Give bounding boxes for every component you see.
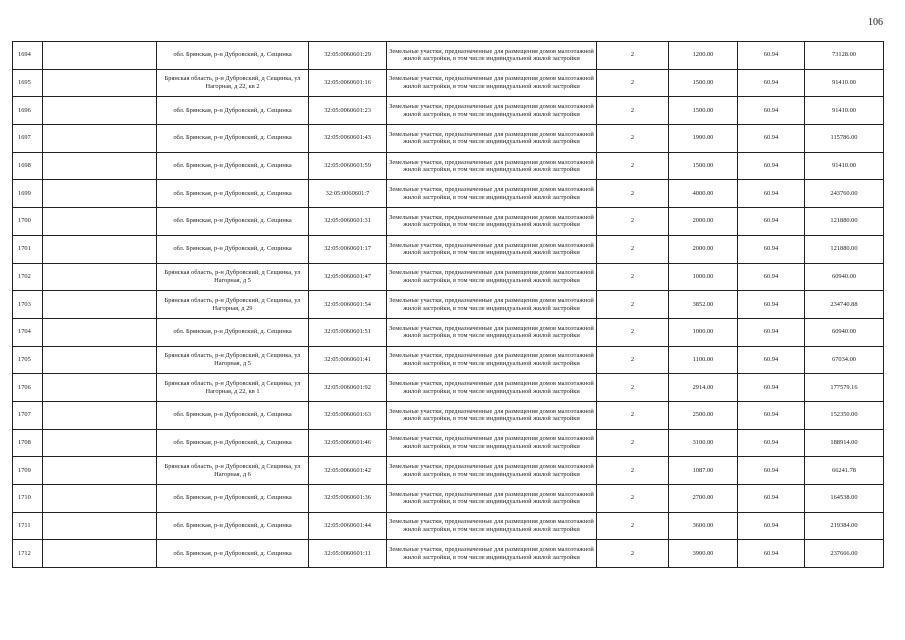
land-use-cell: Земельные участки, предназначенные для размещения домов малоэтажной жилой застройки, в том числе индивидуальной жилой застройки (387, 512, 597, 540)
empty-cell (43, 429, 157, 457)
area-cell: 1087.00 (669, 457, 738, 485)
table-row (13, 485, 884, 513)
empty-cell (43, 291, 157, 319)
category-cell: 2 (597, 180, 669, 208)
rate-cell: 60.94 (738, 125, 805, 153)
area-cell: 2700.00 (669, 485, 738, 513)
category-cell: 2 (597, 125, 669, 153)
empty-cell (43, 401, 157, 429)
cadastral-number-cell: 32:05:0060601:31 (309, 208, 387, 236)
cadastral-number-cell: 32:05:0060601:43 (309, 125, 387, 153)
cadastral-number-cell: 32:05:0060601:23 (309, 97, 387, 125)
table-row (13, 125, 884, 153)
land-use-cell: Земельные участки, предназначенные для размещения домов малоэтажной жилой застройки, в том числе индивидуальной жилой застройки (387, 429, 597, 457)
rate-cell: 60.94 (738, 152, 805, 180)
address-cell: обл. Брянская, р-н Дубровский, д. Сещинка (157, 540, 309, 568)
address-cell: обл. Брянская, р-н Дубровский, д. Сещинка (157, 318, 309, 346)
area-cell: 3852.00 (669, 291, 738, 319)
rate-cell: 60.94 (738, 235, 805, 263)
rate-cell: 60.94 (738, 485, 805, 513)
cadastral-number-cell: 32:05:0060601:17 (309, 235, 387, 263)
rate-cell: 60.94 (738, 346, 805, 374)
cadastral-number-cell: 32:05:0060601:42 (309, 457, 387, 485)
row-number-cell: 1699 (13, 180, 43, 208)
address-cell: обл. Брянская, р-н Дубровский, д. Сещинка (157, 125, 309, 153)
land-use-cell: Земельные участки, предназначенные для размещения домов малоэтажной жилой застройки, в том числе индивидуальной жилой застройки (387, 540, 597, 568)
category-cell: 2 (597, 540, 669, 568)
rate-cell: 60.94 (738, 512, 805, 540)
area-cell: 2914.00 (669, 374, 738, 402)
empty-cell (43, 208, 157, 236)
category-cell: 2 (597, 512, 669, 540)
empty-cell (43, 485, 157, 513)
address-cell: Брянская область, р-н Дубровский, д Сещинка, ул Нагорная, д 22, кв 2 (157, 69, 309, 97)
cadastral-number-cell: 32:05:0060601:16 (309, 69, 387, 97)
table-row (13, 152, 884, 180)
table-row (13, 97, 884, 125)
land-use-cell: Земельные участки, предназначенные для размещения домов малоэтажной жилой застройки, в том числе индивидуальной жилой застройки (387, 208, 597, 236)
cadastral-value-cell: 188914.00 (805, 429, 884, 457)
empty-cell (43, 152, 157, 180)
cadastral-value-cell: 91410.00 (805, 97, 884, 125)
category-cell: 2 (597, 263, 669, 291)
rate-cell: 60.94 (738, 291, 805, 319)
land-use-cell: Земельные участки, предназначенные для размещения домов малоэтажной жилой застройки, в том числе индивидуальной жилой застройки (387, 318, 597, 346)
empty-cell (43, 42, 157, 70)
table-row (13, 235, 884, 263)
empty-cell (43, 374, 157, 402)
address-cell: обл. Брянская, р-н Дубровский, д. Сещинка (157, 152, 309, 180)
table-row (13, 401, 884, 429)
rate-cell: 60.94 (738, 263, 805, 291)
cadastral-value-cell: 121880.00 (805, 235, 884, 263)
category-cell: 2 (597, 401, 669, 429)
table-row (13, 180, 884, 208)
cadastral-number-cell: 32:05:0060601:29 (309, 42, 387, 70)
row-number-cell: 1700 (13, 208, 43, 236)
category-cell: 2 (597, 152, 669, 180)
land-use-cell: Земельные участки, предназначенные для размещения домов малоэтажной жилой застройки, в том числе индивидуальной жилой застройки (387, 69, 597, 97)
area-cell: 4000.00 (669, 180, 738, 208)
cadastral-value-cell: 152350.00 (805, 401, 884, 429)
cadastral-value-cell: 60940.00 (805, 318, 884, 346)
cadastral-value-cell: 234740.88 (805, 291, 884, 319)
table-row (13, 512, 884, 540)
cadastral-value-cell: 67034.00 (805, 346, 884, 374)
rate-cell: 60.94 (738, 429, 805, 457)
cadastral-number-cell: 32:05:0060601:51 (309, 318, 387, 346)
land-plots-table (12, 41, 884, 568)
rate-cell: 60.94 (738, 374, 805, 402)
address-cell: обл. Брянская, р-н Дубровский, д. Сещинка (157, 429, 309, 457)
address-cell: Брянская область, р-н Дубровский, д Сещинка, ул Нагорная, д 29 (157, 291, 309, 319)
table-row (13, 429, 884, 457)
cadastral-value-cell: 219384.00 (805, 512, 884, 540)
land-use-cell: Земельные участки, предназначенные для размещения домов малоэтажной жилой застройки, в том числе индивидуальной жилой застройки (387, 263, 597, 291)
cadastral-value-cell: 73128.00 (805, 42, 884, 70)
cadastral-number-cell: 32:05:0060601:63 (309, 401, 387, 429)
area-cell: 1200.00 (669, 42, 738, 70)
rate-cell: 60.94 (738, 401, 805, 429)
table-row (13, 346, 884, 374)
land-use-cell: Земельные участки, предназначенные для размещения домов малоэтажной жилой застройки, в том числе индивидуальной жилой застройки (387, 42, 597, 70)
category-cell: 2 (597, 374, 669, 402)
cadastral-value-cell: 91410.00 (805, 152, 884, 180)
rate-cell: 60.94 (738, 318, 805, 346)
cadastral-number-cell: 32:05:0060601:47 (309, 263, 387, 291)
cadastral-number-cell: 32:05:0060601:44 (309, 512, 387, 540)
land-use-cell: Земельные участки, предназначенные для размещения домов малоэтажной жилой застройки, в том числе индивидуальной жилой застройки (387, 152, 597, 180)
address-cell: обл. Брянская, р-н Дубровский, д. Сещинка (157, 208, 309, 236)
rate-cell: 60.94 (738, 457, 805, 485)
row-number-cell: 1703 (13, 291, 43, 319)
row-number-cell: 1711 (13, 512, 43, 540)
table-row (13, 69, 884, 97)
rate-cell: 60.94 (738, 42, 805, 70)
cadastral-value-cell: 60940.00 (805, 263, 884, 291)
cadastral-value-cell: 164538.00 (805, 485, 884, 513)
address-cell: обл. Брянская, р-н Дубровский, д. Сещинка (157, 97, 309, 125)
row-number-cell: 1698 (13, 152, 43, 180)
empty-cell (43, 457, 157, 485)
address-cell: Брянская область, р-н Дубровский, д Сещинка, ул Нагорная, д 5 (157, 263, 309, 291)
area-cell: 3100.00 (669, 429, 738, 457)
table-row (13, 42, 884, 70)
area-cell: 1500.00 (669, 152, 738, 180)
category-cell: 2 (597, 429, 669, 457)
cadastral-number-cell: 32:05:0060601:46 (309, 429, 387, 457)
table-row (13, 318, 884, 346)
cadastral-value-cell: 237666.00 (805, 540, 884, 568)
area-cell: 2500.00 (669, 401, 738, 429)
area-cell: 1900.00 (669, 125, 738, 153)
land-use-cell: Земельные участки, предназначенные для размещения домов малоэтажной жилой застройки, в том числе индивидуальной жилой застройки (387, 291, 597, 319)
table-row (13, 457, 884, 485)
table-row (13, 208, 884, 236)
cadastral-number-cell: 32:05:0060601:59 (309, 152, 387, 180)
empty-cell (43, 69, 157, 97)
land-use-cell: Земельные участки, предназначенные для размещения домов малоэтажной жилой застройки, в том числе индивидуальной жилой застройки (387, 125, 597, 153)
empty-cell (43, 346, 157, 374)
empty-cell (43, 263, 157, 291)
row-number-cell: 1708 (13, 429, 43, 457)
empty-cell (43, 318, 157, 346)
category-cell: 2 (597, 208, 669, 236)
area-cell: 2000.00 (669, 235, 738, 263)
category-cell: 2 (597, 69, 669, 97)
empty-cell (43, 540, 157, 568)
rate-cell: 60.94 (738, 540, 805, 568)
area-cell: 3900.00 (669, 540, 738, 568)
area-cell: 1000.00 (669, 263, 738, 291)
row-number-cell: 1701 (13, 235, 43, 263)
address-cell: Брянская область, р-н Дубровский, д Сещинка, ул Нагорная, д 22, кв 1 (157, 374, 309, 402)
cadastral-number-cell: 32:05:0060601:36 (309, 485, 387, 513)
cadastral-value-cell: 121880.00 (805, 208, 884, 236)
cadastral-value-cell: 115786.00 (805, 125, 884, 153)
empty-cell (43, 97, 157, 125)
cadastral-value-cell: 66241.78 (805, 457, 884, 485)
category-cell: 2 (597, 457, 669, 485)
page-number: 106 (868, 17, 883, 28)
table-row (13, 540, 884, 568)
area-cell: 3600.00 (669, 512, 738, 540)
cadastral-value-cell: 91410.00 (805, 69, 884, 97)
row-number-cell: 1706 (13, 374, 43, 402)
empty-cell (43, 512, 157, 540)
cadastral-number-cell: 32:05:0060601:41 (309, 346, 387, 374)
category-cell: 2 (597, 291, 669, 319)
category-cell: 2 (597, 42, 669, 70)
land-use-cell: Земельные участки, предназначенные для размещения домов малоэтажной жилой застройки, в том числе индивидуальной жилой застройки (387, 180, 597, 208)
table-row (13, 374, 884, 402)
row-number-cell: 1707 (13, 401, 43, 429)
address-cell: обл. Брянская, р-н Дубровский, д. Сещинка (157, 42, 309, 70)
area-cell: 1500.00 (669, 97, 738, 125)
row-number-cell: 1696 (13, 97, 43, 125)
cadastral-number-cell: 32:05:0060601:92 (309, 374, 387, 402)
category-cell: 2 (597, 97, 669, 125)
category-cell: 2 (597, 235, 669, 263)
row-number-cell: 1695 (13, 69, 43, 97)
land-use-cell: Земельные участки, предназначенные для размещения домов малоэтажной жилой застройки, в том числе индивидуальной жилой застройки (387, 346, 597, 374)
rate-cell: 60.94 (738, 97, 805, 125)
address-cell: обл. Брянская, р-н Дубровский, д. Сещинка (157, 512, 309, 540)
land-use-cell: Земельные участки, предназначенные для размещения домов малоэтажной жилой застройки, в том числе индивидуальной жилой застройки (387, 485, 597, 513)
area-cell: 1100.00 (669, 346, 738, 374)
row-number-cell: 1694 (13, 42, 43, 70)
empty-cell (43, 125, 157, 153)
area-cell: 2000.00 (669, 208, 738, 236)
land-use-cell: Земельные участки, предназначенные для размещения домов малоэтажной жилой застройки, в том числе индивидуальной жилой застройки (387, 401, 597, 429)
row-number-cell: 1710 (13, 485, 43, 513)
row-number-cell: 1704 (13, 318, 43, 346)
table-row (13, 291, 884, 319)
row-number-cell: 1712 (13, 540, 43, 568)
row-number-cell: 1705 (13, 346, 43, 374)
land-use-cell: Земельные участки, предназначенные для размещения домов малоэтажной жилой застройки, в том числе индивидуальной жилой застройки (387, 235, 597, 263)
row-number-cell: 1709 (13, 457, 43, 485)
rate-cell: 60.94 (738, 180, 805, 208)
area-cell: 1500.00 (669, 69, 738, 97)
land-use-cell: Земельные участки, предназначенные для размещения домов малоэтажной жилой застройки, в том числе индивидуальной жилой застройки (387, 374, 597, 402)
land-use-cell: Земельные участки, предназначенные для размещения домов малоэтажной жилой застройки, в том числе индивидуальной жилой застройки (387, 457, 597, 485)
cadastral-value-cell: 243760.00 (805, 180, 884, 208)
cadastral-number-cell: 32:05:0060601:7 (309, 180, 387, 208)
empty-cell (43, 235, 157, 263)
address-cell: обл. Брянская, р-н Дубровский, д. Сещинка (157, 485, 309, 513)
category-cell: 2 (597, 318, 669, 346)
address-cell: Брянская область, р-н Дубровский, д Сещинка, ул Нагорная, д 6 (157, 457, 309, 485)
table-body (13, 42, 884, 568)
address-cell: Брянская область, р-н Дубровский, д Сещинка, ул Нагорная, д 5 (157, 346, 309, 374)
address-cell: обл. Брянская, р-н Дубровский, д. Сещинка (157, 235, 309, 263)
table-row (13, 263, 884, 291)
address-cell: обл. Брянская, р-н Дубровский, д. Сещинка (157, 180, 309, 208)
row-number-cell: 1702 (13, 263, 43, 291)
rate-cell: 60.94 (738, 69, 805, 97)
address-cell: обл. Брянская, р-н Дубровский, д. Сещинка (157, 401, 309, 429)
row-number-cell: 1697 (13, 125, 43, 153)
land-use-cell: Земельные участки, предназначенные для размещения домов малоэтажной жилой застройки, в том числе индивидуальной жилой застройки (387, 97, 597, 125)
cadastral-number-cell: 32:05:0060601:54 (309, 291, 387, 319)
category-cell: 2 (597, 485, 669, 513)
rate-cell: 60.94 (738, 208, 805, 236)
empty-cell (43, 180, 157, 208)
area-cell: 1000.00 (669, 318, 738, 346)
category-cell: 2 (597, 346, 669, 374)
cadastral-number-cell: 32:05:0060601:11 (309, 540, 387, 568)
cadastral-value-cell: 177579.16 (805, 374, 884, 402)
